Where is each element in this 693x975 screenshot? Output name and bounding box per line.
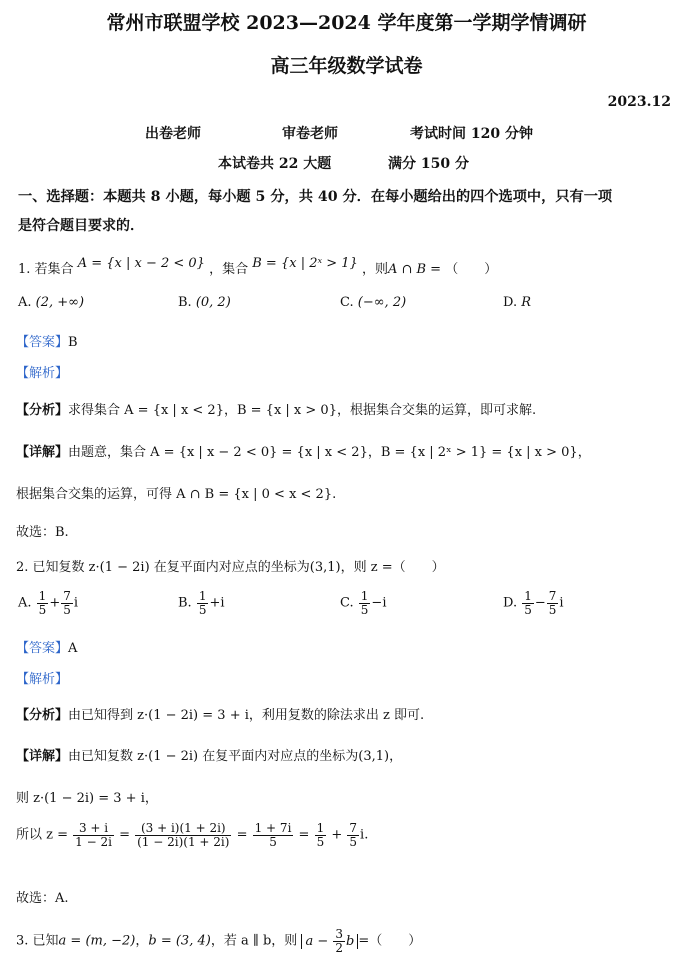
frac: $\frac{(3 + i)(1 + 2i)}{(1 - 2i)(1 + 2i)}$ (137, 821, 230, 849)
frac: $\frac{1 + 7i}{5}$ (254, 821, 292, 849)
frac: $\frac{1}{5}$ (38, 589, 47, 617)
q1-option-a[interactable]: A. (2, +∞) (18, 295, 85, 310)
q1-option-c[interactable]: C. (−∞, 2) (340, 295, 407, 310)
reviewer-label: 审卷老师 (282, 126, 338, 142)
q1-answer: 【答案】B (16, 335, 78, 350)
q2-xiangjie: 【详解】由已知复数 z·(1 − 2i) 在复平面内对应点的坐标为(3,1)， (16, 749, 403, 764)
q1-fenxi: 【分析】求得集合 A = {x | x < 2}，B = {x | x > 0}，根据集合交集的运算，即可求解. (16, 403, 537, 418)
q1-option-d[interactable]: D. R (503, 295, 532, 310)
section-heading-cont: 是符合题目要求的． (18, 218, 144, 234)
q1-xiangjie: 【详解】由题意，集合 A = {x | x − 2 < 0} = {x | x < 2}，B = {x | 2ˣ > 1} = {x | x > 0}， (16, 445, 591, 460)
q2-option-c[interactable]: C. $\frac{1}{5}$ −i (340, 589, 387, 617)
q1-mid2: ，则 (361, 262, 388, 277)
q2-option-a[interactable]: A. $\frac{1}{5}$ + $\frac{7}{5}$ i (18, 589, 79, 617)
q1-paren: （ ） (445, 262, 498, 277)
setter-label: 出卷老师 (145, 126, 201, 142)
frac: $\frac{7}{5}$ (349, 821, 358, 849)
q1-stem (18, 258, 497, 277)
q2-stem: 2. 已知复数 z·(1 − 2i) 在复平面内对应点的坐标为(3,1)，则 z =（ ） (16, 560, 445, 575)
frac: $\frac{1}{5}$ (524, 589, 532, 617)
frac: $\frac{7}{5}$ (63, 589, 71, 617)
q1-ask: A ∩ B = (387, 262, 442, 277)
q2-fenxi: 【分析】由已知得到 z·(1 − 2i) = 3 + i，利用复数的除法求出 z 即可. (16, 708, 425, 723)
frac: $\frac{1}{5}$ (360, 589, 369, 617)
q1-option-b[interactable]: B. (0, 2) (178, 295, 231, 310)
q2-option-b[interactable]: B. $\frac{1}{5}$ +i (178, 589, 225, 617)
q1-prefix: 1. 若集合 (18, 262, 74, 277)
q1-xiangjie-cont: 根据集合交集的运算，可得 A ∩ B = {x | 0 < x < 2}. (16, 487, 337, 502)
frac: $\frac{1}{5}$ (316, 821, 325, 849)
q1-choose: 故选：B. (16, 525, 69, 540)
q2-analysis-tag: 【解析】 (16, 672, 69, 687)
q2-choose: 故选：A. (16, 891, 69, 906)
q3-vector-a: a = (m, −2) (58, 933, 136, 949)
q2-solution: 所以 z = $\frac{3 + i}{1 - 2i}$ = $\frac{(3 + i)(1 + 2i)}{(1 - 2i)(1 + 2i)}$ = $\frac{1 + 7i}{5}$ = $\frac{1}{5}$ + $\frac{7}{5}$ i. (16, 821, 369, 849)
q3-magnitude: a − $\frac{3}{2}$ b (301, 934, 358, 949)
q1-analysis-tag: 【解析】 (16, 366, 69, 381)
frac: $\frac{3 + i}{1 - 2i}$ (75, 821, 112, 849)
q1-mid: ，集合 (209, 262, 249, 277)
q3-stem: 3. 已知a = (m, −2)，b = (3, 4)，若 a ∥ b，则 a − $\frac{3}{2}$ b =（ ） (16, 927, 422, 955)
question-count: 本试卷共 22 大题 (218, 156, 332, 172)
q1-set-b: B = {x | 2ˣ > 1} (252, 256, 358, 271)
full-score: 满分 150 分 (388, 156, 469, 172)
exam-time: 考试时间 120 分钟 (410, 126, 533, 142)
frac: $\frac{7}{5}$ (548, 589, 557, 617)
exam-subtitle: 高三年级数学试卷 (270, 55, 423, 77)
q2-answer: 【答案】A (16, 641, 78, 656)
section-heading: 一、选择题：本题共 8 小题，每小题 5 分，共 40 分．在每小题给出的四个选项中，只有一项 (18, 189, 613, 205)
frac: $\frac{1}{5}$ (198, 589, 207, 617)
q3-vector-b: b = (3, 4) (148, 933, 211, 949)
exam-date: 2023.12 (607, 94, 671, 110)
q1-set-a: A = {x | x − 2 < 0} (77, 256, 205, 271)
exam-title: 常州市联盟学校 2023—2024 学年度第一学期学情调研 (106, 12, 587, 34)
q2-then: 则 z·(1 − 2i) = 3 + i， (16, 791, 158, 806)
q2-option-d[interactable]: D. $\frac{1}{5}$ − $\frac{7}{5}$ i (503, 589, 564, 617)
